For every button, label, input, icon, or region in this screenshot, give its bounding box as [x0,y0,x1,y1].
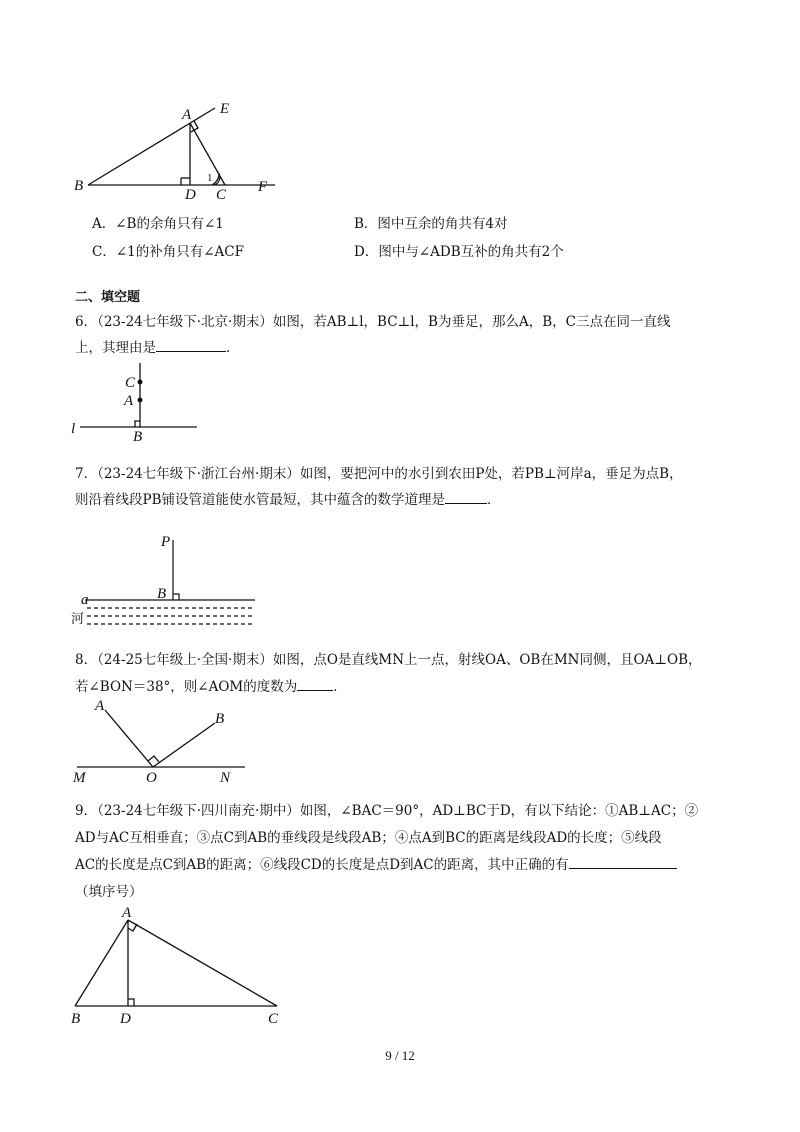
figure-q5 [60,95,290,210]
section-title: 二、填空题 [75,290,141,305]
option-c: C．∠1的补角只有∠ACF [92,244,244,260]
q7-line1: 7．（23-24七年级下·浙江台州·期末）如图，要把河中的水引到农田P处，若PB⊥河岸a，垂足为点B， [75,466,683,482]
q8-line1: 8．（24-25七年级上·全国·期末）如图，点O是直线MN上一点，射线OA、OB在MN同侧，且OA⊥OB， [75,652,702,668]
label-D: D [185,187,196,203]
label-a: a [81,592,89,608]
label-F: F [258,179,268,195]
q9-line2: AD与AC互相垂直；③点C到AB的垂线段是线段AB；④点A到BC的距离是线段AD的长度；⑤线段 [75,830,662,846]
label-O: O [146,770,157,785]
label-B: B [74,178,84,194]
q9-line4: （填序号） [75,884,143,900]
figure-q8 [65,695,255,785]
option-d: D．图中与∠ADB互补的角共有2个 [354,244,564,260]
label-A: A [122,905,132,921]
option-b: B．图中互余的角共有4对 [354,216,508,232]
label-angle-1: 1 [207,172,213,184]
label-B: B [215,711,225,727]
label-C: C [268,1011,279,1027]
q7-end: ． [487,492,501,508]
q8-text: 若∠BON＝38°，则∠AOM的度数为 [75,679,298,695]
q8-line2 [75,675,347,695]
label-D: D [120,1011,131,1027]
q6-line1: 6．（23-24七年级下·北京·期末）如图，若AB⊥l，BC⊥l，B为垂足，那么A，B，C三点在同一直线 [75,314,671,330]
answer-blank [297,678,333,691]
answer-blank [156,339,226,352]
q7-line2 [75,488,501,508]
label-l: l [71,421,76,437]
q9-line1: 9．（23-24七年级下·四川南充·期中）如图，∠BAC＝90°，AD⊥BC于D，有以下结论：①AB⊥AC；② [75,803,699,819]
q6-line2 [75,336,240,356]
label-B: B [157,586,167,602]
label-A: A [95,698,105,714]
figure-q9 [65,898,295,1033]
label-N: N [220,770,231,785]
label-P: P [161,534,171,550]
q6-end: ． [226,340,240,356]
q9-text: AC的长度是点C到AB的距离；⑥线段CD的长度是点D到AC的距离，其中正确的有 [75,857,569,873]
answer-blank [445,491,487,504]
label-A: A [182,107,192,123]
figure-q7 [65,528,265,638]
q9-line3 [75,853,677,873]
label-B: B [71,1011,81,1027]
answer-blank [569,856,677,869]
label-C: C [125,375,136,391]
label-E: E [220,101,230,117]
q8-end: ． [333,679,347,695]
label-M: M [73,770,86,785]
q6-text: 上，其理由是 [75,340,156,356]
option-a: A．∠B的余角只有∠1 [92,216,224,232]
label-A: A [124,393,134,409]
figure-q6 [65,355,205,445]
label-river: 河 [71,612,85,627]
label-C: C [216,187,227,203]
label-B: B [133,429,143,445]
q7-text: 则沿着线段PB铺设管道能使水管最短，其中蕴含的数学道理是 [75,492,446,508]
page-number: 9 / 12 [385,1048,415,1063]
